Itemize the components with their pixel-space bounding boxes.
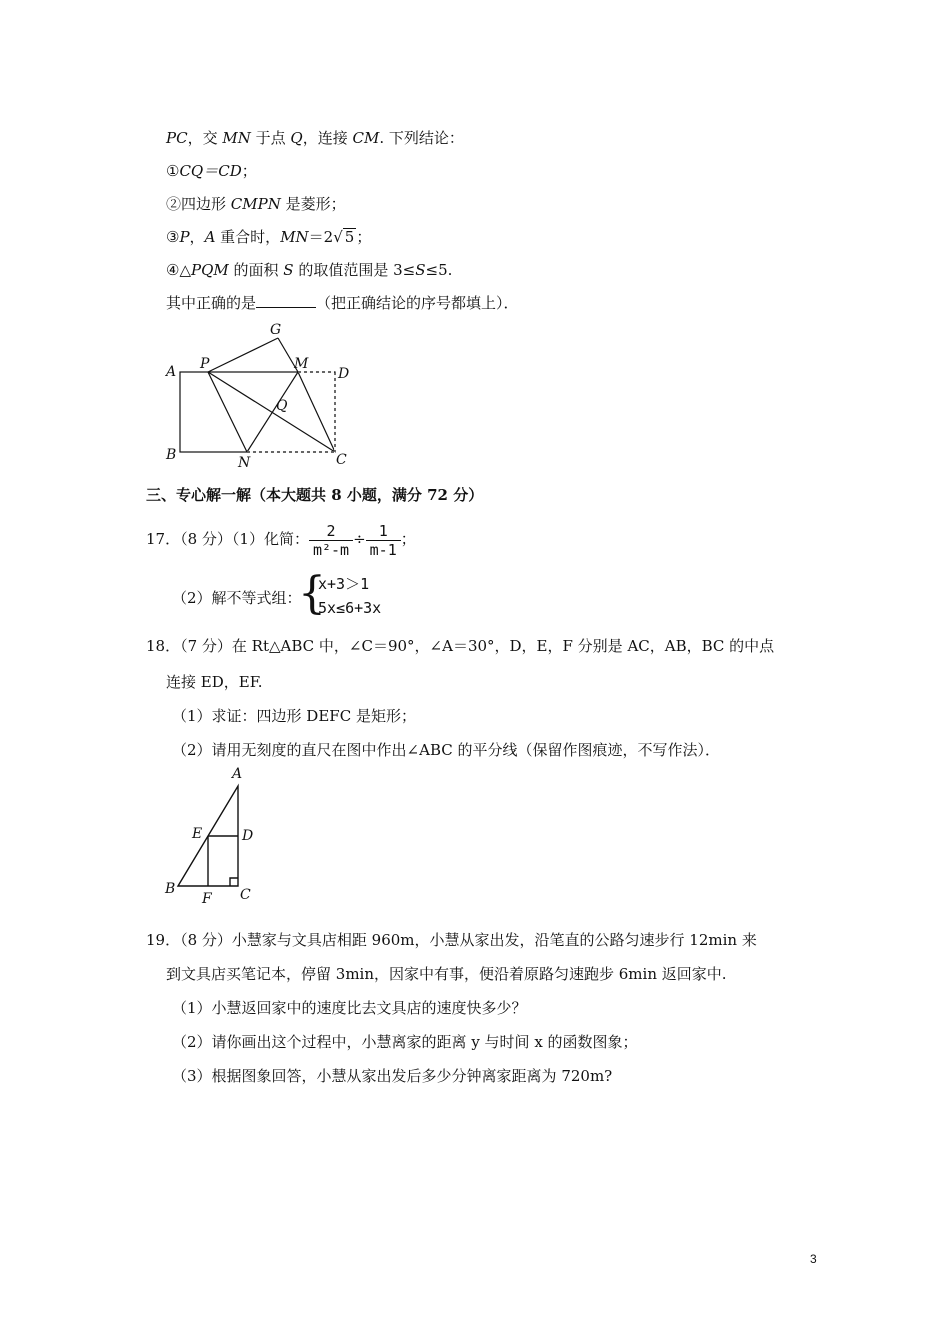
q16-conclusion-1: ①CQ＝CD； [166,162,257,180]
fraction-1: $\frac{2}{\text{m²-m}}$ [309,522,353,559]
label-b: B [165,881,176,897]
system-brace: { [298,568,326,619]
label-b: B [166,447,177,463]
q17-part2-label: （2）解不等式组： [172,589,302,607]
label-g: G [270,322,282,338]
q16-intro-line: PC，交 MN 于点 Q，连接 CM. 下列结论： [166,129,464,147]
label-a: A [166,364,177,380]
inequality-system [318,572,381,620]
label-n: N [238,455,251,470]
label-e: E [192,826,203,842]
q18-triangle-figure [160,762,270,910]
label-a: A [232,766,243,782]
q17-part1: 17．（8 分）（1）化简： $\frac{2}{\text{m²-m}}$ ÷ $\frac{1}{m-1}$ ； [146,521,416,559]
q18-part2: （2）请用无刻度的直尺在图中作出∠ABC 的平分线（保留作图痕迹，不写作法）． [172,741,720,759]
q18-line2: 连接 ED，EF. [166,673,263,691]
answer-blank[interactable] [256,293,316,308]
q16-conclusion-2: ②四边形 CMPN 是菱形； [166,195,346,213]
label-p: P [200,356,210,372]
label-d: D [242,828,254,844]
label-d: D [338,366,350,382]
rect-abcd [180,372,335,452]
q16-conclusion-4: ④△PQM 的面积 S 的取值范围是 3≤S≤5. [166,261,453,279]
inequality-2: 5x≤6+3x [318,599,382,617]
label-m: M [294,356,309,372]
q19-part2: （2）请你画出这个过程中，小慧离家的距离 y 与时间 x 的函数图象； [172,1033,638,1051]
label-f: F [202,891,212,907]
label-c: C [336,452,347,468]
inequality-1: x+3＞1 [318,575,370,593]
page-number: 3 [810,1252,817,1266]
q18-part1: （1）求证：四边形 DEFC 是矩形； [172,707,416,725]
q19-line2: 到文具店买笔记本，停留 3min，因家中有事，便沿着原路匀速跑步 6min 返回家中. [166,965,727,983]
right-angle-mark [230,878,238,886]
segment-pg [208,338,278,372]
q19-part3: （3）根据图象回答，小慧从家出发后多少分钟离家距离为 720m? [172,1067,613,1085]
q19-line1: 19．（8 分）小慧家与文具店相距 960m，小慧从家出发，沿笔直的公路匀速步行 12min 来 [146,931,757,949]
sqrt-symbol: √ [333,228,343,246]
q16-rectangle-figure [160,318,370,470]
q16-conclusion-3: ③P，A 重合时，MN＝2√ 5 ； [166,228,372,246]
q18-line1: 18．（7 分）在 Rt△ABC 中，∠C＝90°，∠A＝30°，D，E，F 分别是 AC，AB，BC 的中点 [146,637,775,655]
fraction-2: $\frac{1}{m-1}$ [366,522,401,559]
q19-part1: （1）小慧返回家中的速度比去文具店的速度快多少？ [172,999,527,1017]
section-3-heading: 三、专心解一解（本大题共 8 小题，满分 72 分） [146,486,484,504]
q16-answer-line: 其中正确的是 （把正确结论的序号都填上）． [166,294,519,312]
label-c: C [240,887,251,903]
label-q: Q [276,398,288,414]
